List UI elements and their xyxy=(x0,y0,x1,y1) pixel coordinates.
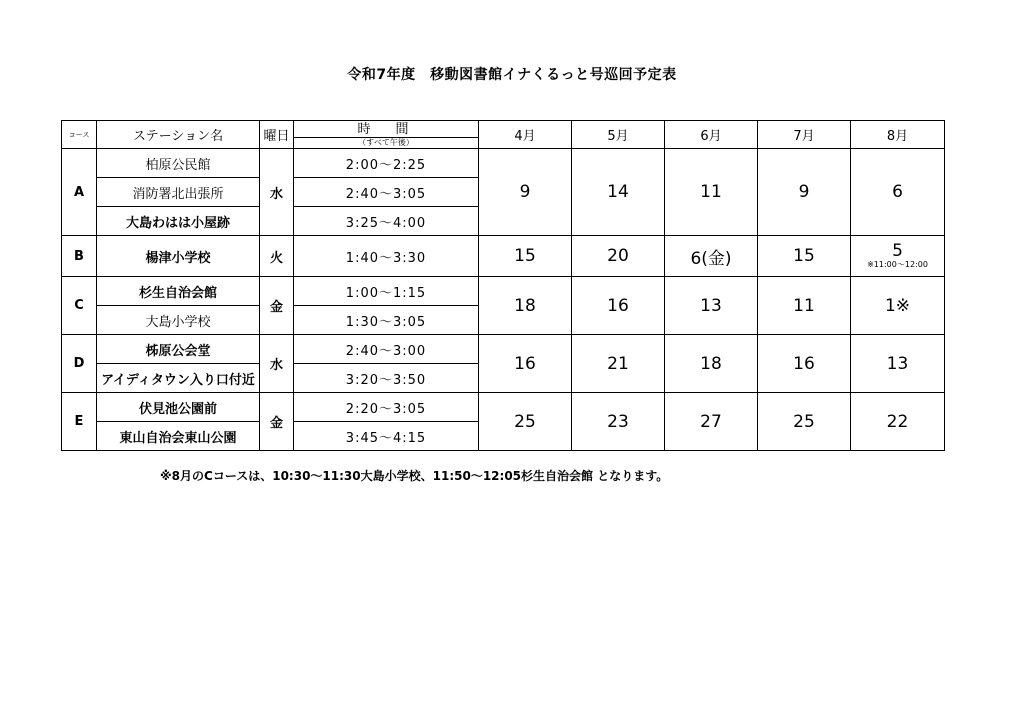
station-name: 大島小学校 xyxy=(97,306,260,335)
station-name: 東山自治会東山公園 xyxy=(97,422,260,451)
date-cell xyxy=(851,236,945,277)
station-name: 消防署北出張所 xyxy=(97,178,260,207)
time-slot: 1:00～1:15 xyxy=(294,277,479,306)
time-slot: 3:25～4:00 xyxy=(294,207,479,236)
month-header-5: 5月 xyxy=(572,121,665,149)
date-cell: 22 xyxy=(851,393,945,451)
date-cell: 20 xyxy=(572,236,665,277)
date-cell: 25 xyxy=(479,393,572,451)
date-cell: 21 xyxy=(572,335,665,393)
station-name: 楊津小学校 xyxy=(97,236,260,277)
month-header-8: 8月 xyxy=(851,121,945,149)
course-label: C xyxy=(62,277,97,335)
time-header-label: 時 間 xyxy=(357,121,415,137)
date-cell: 15 xyxy=(479,236,572,277)
station-name: 大島わはは小屋跡 xyxy=(97,207,260,236)
date-cell: 27 xyxy=(665,393,758,451)
course-header: コース xyxy=(62,121,97,149)
time-header-note: （すべて午後） xyxy=(294,137,478,147)
date-cell: 25 xyxy=(758,393,851,451)
footnote: ※8月のCコースは、10:30～11:30大島小学校、11:50～12:05杉生自治会館 となります。 xyxy=(160,469,669,483)
course-label: D xyxy=(62,335,97,393)
month-header-7: 7月 xyxy=(758,121,851,149)
time-slot: 3:45～4:15 xyxy=(294,422,479,451)
header-row xyxy=(62,121,945,149)
station-name: 柏原公民館 xyxy=(97,149,260,178)
month-header-4: 4月 xyxy=(479,121,572,149)
time-slot: 2:40～3:00 xyxy=(294,335,479,364)
table-row xyxy=(62,335,945,364)
weekday: 水 xyxy=(260,149,294,236)
date-cell: 18 xyxy=(665,335,758,393)
date-cell: 23 xyxy=(572,393,665,451)
date-cell: 16 xyxy=(479,335,572,393)
time-slot: 2:20～3:05 xyxy=(294,393,479,422)
time-slot: 2:40～3:05 xyxy=(294,178,479,207)
page-title: 令和7年度 移動図書館イナくるっと号巡回予定表 xyxy=(347,67,677,83)
time-slot: 2:00～2:25 xyxy=(294,149,479,178)
month-header-6: 6月 xyxy=(665,121,758,149)
time-slot: 1:40～3:30 xyxy=(294,236,479,277)
date-note: ※11:00～12:00 xyxy=(867,259,928,269)
date-cell: 9 xyxy=(479,149,572,236)
date-cell: 16 xyxy=(572,277,665,335)
date-cell: 15 xyxy=(758,236,851,277)
date-cell: 6(金) xyxy=(665,236,758,277)
time-header xyxy=(294,121,479,149)
date-cell: 13 xyxy=(665,277,758,335)
date-cell: 13 xyxy=(851,335,945,393)
station-name: 伏見池公園前 xyxy=(97,393,260,422)
date-cell: 1※ xyxy=(851,277,945,335)
date-cell: 18 xyxy=(479,277,572,335)
schedule-table xyxy=(61,120,945,451)
station-name: 杉生自治会館 xyxy=(97,277,260,306)
course-label: B xyxy=(62,236,97,277)
course-label: E xyxy=(62,393,97,451)
time-slot: 3:20～3:50 xyxy=(294,364,479,393)
weekday: 金 xyxy=(260,277,294,335)
station-header: ステーション名 xyxy=(97,121,260,149)
date-cell: 16 xyxy=(758,335,851,393)
weekday: 水 xyxy=(260,335,294,393)
table-row xyxy=(62,277,945,306)
table-row xyxy=(62,236,945,277)
date-cell: 14 xyxy=(572,149,665,236)
date-cell: 6 xyxy=(851,149,945,236)
weekday: 火 xyxy=(260,236,294,277)
station-name: アイディタウン入り口付近 xyxy=(97,364,260,393)
time-slot: 1:30～3:05 xyxy=(294,306,479,335)
course-label: A xyxy=(62,149,97,236)
date-cell: 9 xyxy=(758,149,851,236)
date-cell: 11 xyxy=(758,277,851,335)
station-name: 柹原公会堂 xyxy=(97,335,260,364)
weekday: 金 xyxy=(260,393,294,451)
day-header: 曜日 xyxy=(260,121,294,149)
table-row xyxy=(62,149,945,178)
table-row xyxy=(62,393,945,422)
date-value: 5 xyxy=(892,241,903,262)
date-cell: 11 xyxy=(665,149,758,236)
